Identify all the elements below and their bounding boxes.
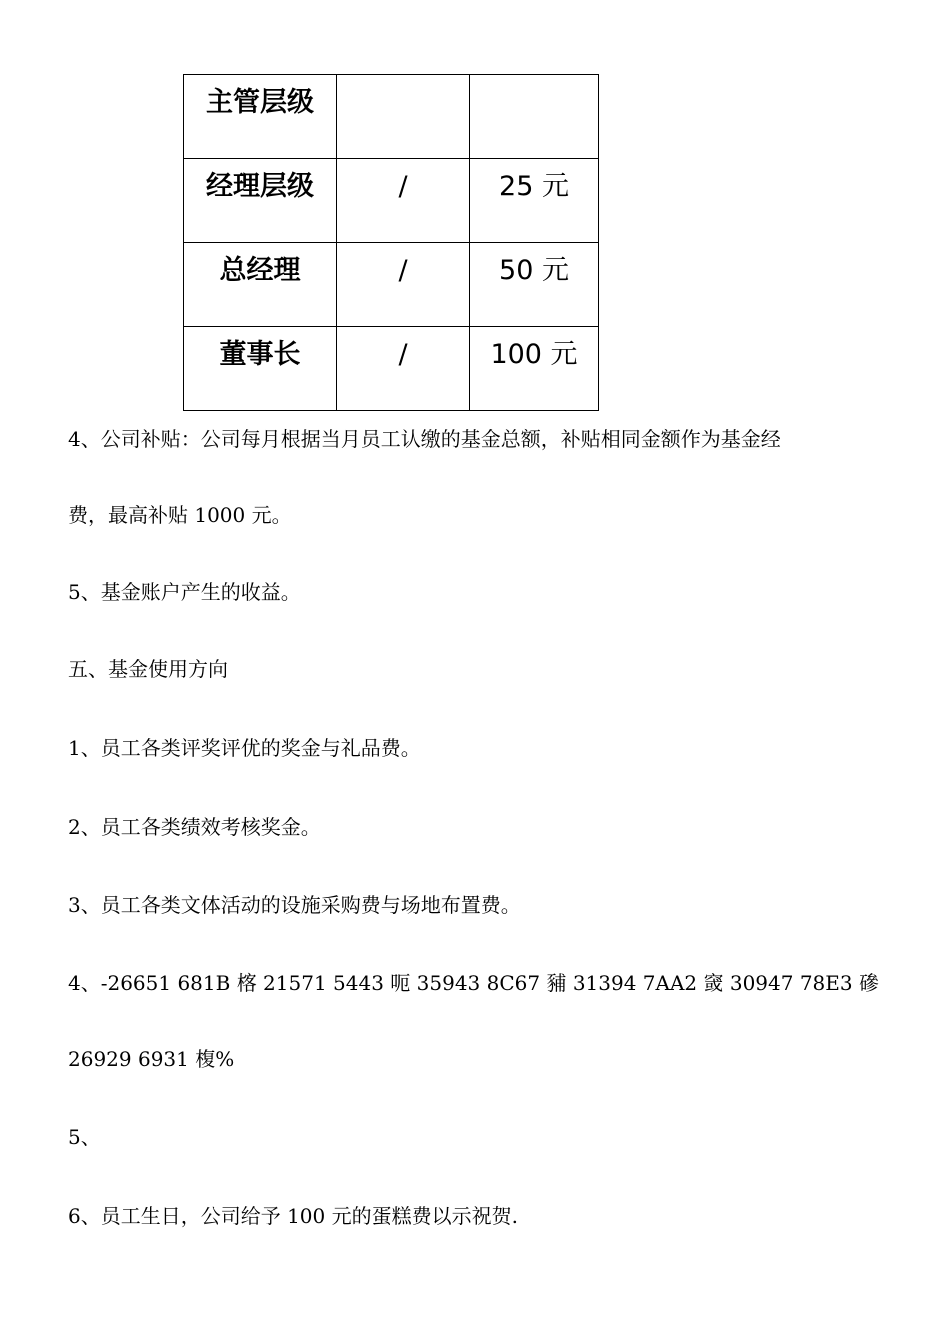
table-row [184,75,599,159]
list-item-garbled: 4、-26651 681B 楁 21571 5443 呃 35943 8C67 豧 31394 7AA2 窢 30947 78E3 磣 [68,971,879,995]
list-item: 2、员工各类绩效考核奖金。 [68,815,321,839]
table-cell-amount [470,243,599,327]
table-row [184,243,599,327]
paragraph-company-subsidy: 4、公司补贴：公司每月根据当月员工认缴的基金总额，补贴相同金额作为基金经 [68,427,781,451]
list-item: 1、员工各类评奖评优的奖金与礼品费。 [68,736,421,760]
table-cell-monthly [337,75,470,159]
table-cell-level [184,75,337,159]
table-cell-amount [470,327,599,411]
monthly-text [337,75,469,89]
amount-text: 25 元 [499,171,569,202]
level-text: 董事长 [219,339,301,370]
table-cell-monthly [337,159,470,243]
list-item-garbled-continued: 26929 6931 椱% [68,1047,235,1071]
list-item: 5、 [68,1125,101,1149]
monthly-text: / [398,171,408,202]
amount-text [470,75,598,89]
paragraph-account-income: 5、基金账户产生的收益。 [68,580,301,604]
paragraph-subsidy-cap: 费，最高补贴 1000 元。 [68,503,292,527]
table-cell-monthly [337,327,470,411]
table-cell-monthly [337,243,470,327]
list-item: 6、员工生日，公司给予 100 元的蛋糕费以示祝贺. [68,1204,518,1228]
monthly-text: / [398,339,408,370]
table-cell-amount [470,75,599,159]
level-text: 总经理 [219,255,301,286]
table-row [184,159,599,243]
table-cell-level [184,159,337,243]
table-row [184,327,599,411]
table-cell-level [184,243,337,327]
amount-text: 100 元 [490,339,578,370]
monthly-text: / [398,255,408,286]
contribution-table [183,74,599,411]
level-text: 主管层级 [206,87,314,118]
amount-text: 50 元 [499,255,569,286]
table-cell-amount [470,159,599,243]
list-item: 3、员工各类文体活动的设施采购费与场地布置费。 [68,893,521,917]
level-text: 经理层级 [206,171,314,202]
table-cell-level [184,327,337,411]
section-heading-fund-usage: 五、基金使用方向 [68,657,228,681]
